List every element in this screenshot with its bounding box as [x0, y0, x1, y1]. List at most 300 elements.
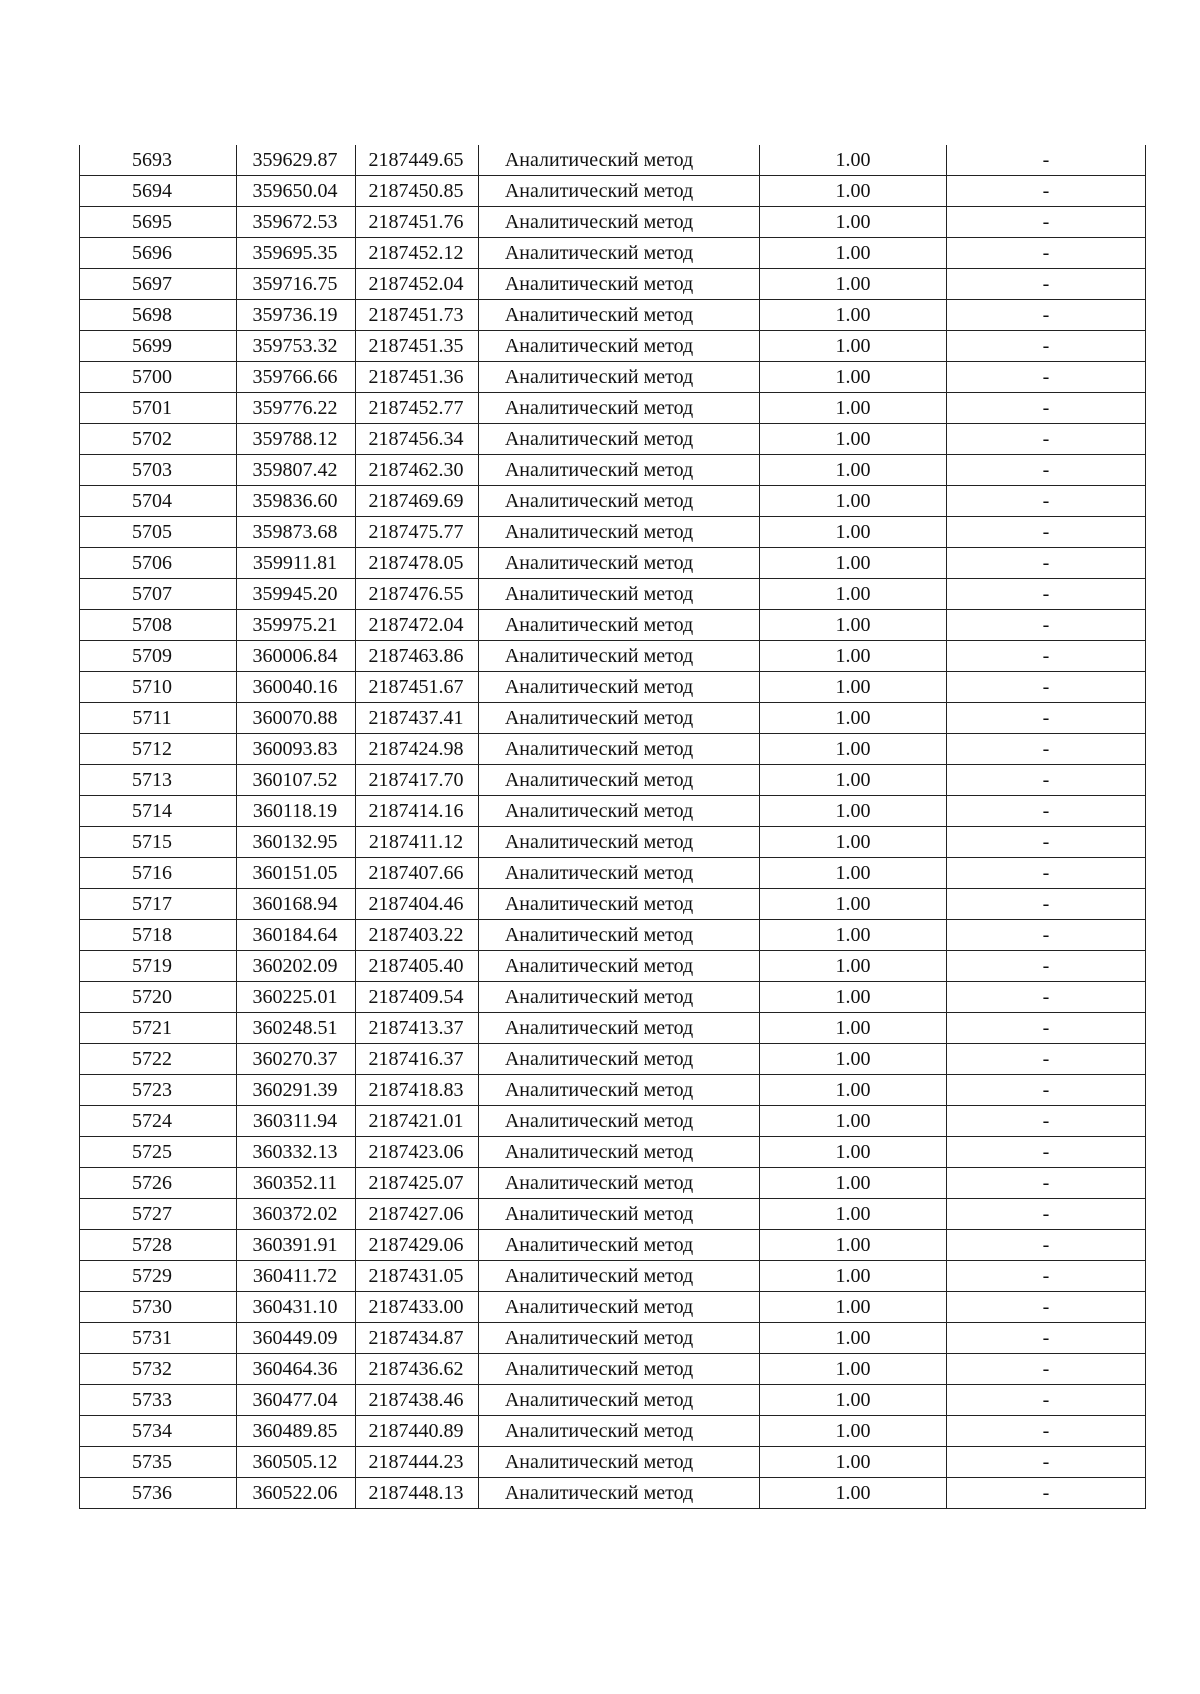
table-row	[80, 579, 1146, 610]
y-coordinate-cell: 2187411.12	[356, 827, 479, 858]
note-cell: -	[947, 672, 1146, 703]
x-coordinate-cell: 359672.53	[237, 207, 356, 238]
table-row	[80, 331, 1146, 362]
table-row	[80, 1013, 1146, 1044]
y-coordinate-cell: 2187405.40	[356, 951, 479, 982]
note-cell: -	[947, 1323, 1146, 1354]
x-coordinate-cell: 360449.09	[237, 1323, 356, 1354]
accuracy-cell: 1.00	[760, 300, 947, 331]
y-coordinate-cell: 2187423.06	[356, 1137, 479, 1168]
x-coordinate-cell: 360464.36	[237, 1354, 356, 1385]
x-coordinate-cell: 360431.10	[237, 1292, 356, 1323]
x-coordinate-cell: 359766.66	[237, 362, 356, 393]
point-number-cell: 5727	[80, 1199, 237, 1230]
note-cell: -	[947, 517, 1146, 548]
table-row	[80, 362, 1146, 393]
y-coordinate-cell: 2187421.01	[356, 1106, 479, 1137]
y-coordinate-cell: 2187417.70	[356, 765, 479, 796]
y-coordinate-cell: 2187472.04	[356, 610, 479, 641]
method-cell: Аналитический метод	[479, 579, 760, 610]
note-cell: -	[947, 362, 1146, 393]
y-coordinate-cell: 2187452.77	[356, 393, 479, 424]
method-cell: Аналитический метод	[479, 362, 760, 393]
table-row	[80, 951, 1146, 982]
coordinates-table-body	[80, 145, 1146, 1509]
method-cell: Аналитический метод	[479, 982, 760, 1013]
point-number-cell: 5729	[80, 1261, 237, 1292]
note-cell: -	[947, 548, 1146, 579]
note-cell: -	[947, 455, 1146, 486]
point-number-cell: 5693	[80, 145, 237, 176]
y-coordinate-cell: 2187475.77	[356, 517, 479, 548]
x-coordinate-cell: 360291.39	[237, 1075, 356, 1106]
accuracy-cell: 1.00	[760, 1447, 947, 1478]
note-cell: -	[947, 920, 1146, 951]
table-row	[80, 1075, 1146, 1106]
note-cell: -	[947, 176, 1146, 207]
table-row	[80, 1323, 1146, 1354]
x-coordinate-cell: 360352.11	[237, 1168, 356, 1199]
note-cell: -	[947, 1075, 1146, 1106]
note-cell: -	[947, 207, 1146, 238]
point-number-cell: 5730	[80, 1292, 237, 1323]
table-row	[80, 703, 1146, 734]
method-cell: Аналитический метод	[479, 486, 760, 517]
y-coordinate-cell: 2187444.23	[356, 1447, 479, 1478]
point-number-cell: 5719	[80, 951, 237, 982]
x-coordinate-cell: 360270.37	[237, 1044, 356, 1075]
method-cell: Аналитический метод	[479, 1261, 760, 1292]
accuracy-cell: 1.00	[760, 920, 947, 951]
x-coordinate-cell: 359975.21	[237, 610, 356, 641]
method-cell: Аналитический метод	[479, 765, 760, 796]
method-cell: Аналитический метод	[479, 548, 760, 579]
x-coordinate-cell: 360107.52	[237, 765, 356, 796]
x-coordinate-cell: 360118.19	[237, 796, 356, 827]
method-cell: Аналитический метод	[479, 703, 760, 734]
y-coordinate-cell: 2187403.22	[356, 920, 479, 951]
table-row	[80, 455, 1146, 486]
note-cell: -	[947, 1044, 1146, 1075]
point-number-cell: 5701	[80, 393, 237, 424]
table-row	[80, 1168, 1146, 1199]
accuracy-cell: 1.00	[760, 1230, 947, 1261]
accuracy-cell: 1.00	[760, 1106, 947, 1137]
y-coordinate-cell: 2187452.12	[356, 238, 479, 269]
accuracy-cell: 1.00	[760, 207, 947, 238]
x-coordinate-cell: 360522.06	[237, 1478, 356, 1509]
method-cell: Аналитический метод	[479, 1354, 760, 1385]
table-row	[80, 1385, 1146, 1416]
x-coordinate-cell: 359836.60	[237, 486, 356, 517]
method-cell: Аналитический метод	[479, 1478, 760, 1509]
note-cell: -	[947, 269, 1146, 300]
table-row	[80, 393, 1146, 424]
method-cell: Аналитический метод	[479, 424, 760, 455]
x-coordinate-cell: 359776.22	[237, 393, 356, 424]
note-cell: -	[947, 145, 1146, 176]
x-coordinate-cell: 360151.05	[237, 858, 356, 889]
x-coordinate-cell: 360311.94	[237, 1106, 356, 1137]
accuracy-cell: 1.00	[760, 1044, 947, 1075]
table-row	[80, 424, 1146, 455]
table-row	[80, 920, 1146, 951]
y-coordinate-cell: 2187413.37	[356, 1013, 479, 1044]
y-coordinate-cell: 2187409.54	[356, 982, 479, 1013]
note-cell: -	[947, 610, 1146, 641]
y-coordinate-cell: 2187463.86	[356, 641, 479, 672]
accuracy-cell: 1.00	[760, 951, 947, 982]
accuracy-cell: 1.00	[760, 145, 947, 176]
note-cell: -	[947, 765, 1146, 796]
accuracy-cell: 1.00	[760, 827, 947, 858]
method-cell: Аналитический метод	[479, 1044, 760, 1075]
method-cell: Аналитический метод	[479, 610, 760, 641]
point-number-cell: 5721	[80, 1013, 237, 1044]
table-row	[80, 548, 1146, 579]
y-coordinate-cell: 2187431.05	[356, 1261, 479, 1292]
y-coordinate-cell: 2187451.67	[356, 672, 479, 703]
x-coordinate-cell: 360040.16	[237, 672, 356, 703]
note-cell: -	[947, 1168, 1146, 1199]
note-cell: -	[947, 1354, 1146, 1385]
accuracy-cell: 1.00	[760, 1261, 947, 1292]
method-cell: Аналитический метод	[479, 1447, 760, 1478]
note-cell: -	[947, 1261, 1146, 1292]
x-coordinate-cell: 359716.75	[237, 269, 356, 300]
accuracy-cell: 1.00	[760, 734, 947, 765]
x-coordinate-cell: 360248.51	[237, 1013, 356, 1044]
table-row	[80, 176, 1146, 207]
y-coordinate-cell: 2187429.06	[356, 1230, 479, 1261]
method-cell: Аналитический метод	[479, 331, 760, 362]
x-coordinate-cell: 360505.12	[237, 1447, 356, 1478]
x-coordinate-cell: 360372.02	[237, 1199, 356, 1230]
table-row	[80, 1478, 1146, 1509]
accuracy-cell: 1.00	[760, 982, 947, 1013]
x-coordinate-cell: 359873.68	[237, 517, 356, 548]
method-cell: Аналитический метод	[479, 1075, 760, 1106]
accuracy-cell: 1.00	[760, 858, 947, 889]
method-cell: Аналитический метод	[479, 1106, 760, 1137]
point-number-cell: 5709	[80, 641, 237, 672]
accuracy-cell: 1.00	[760, 1478, 947, 1509]
note-cell: -	[947, 858, 1146, 889]
y-coordinate-cell: 2187449.65	[356, 145, 479, 176]
accuracy-cell: 1.00	[760, 765, 947, 796]
method-cell: Аналитический метод	[479, 1416, 760, 1447]
accuracy-cell: 1.00	[760, 362, 947, 393]
y-coordinate-cell: 2187452.04	[356, 269, 479, 300]
point-number-cell: 5696	[80, 238, 237, 269]
method-cell: Аналитический метод	[479, 1199, 760, 1230]
accuracy-cell: 1.00	[760, 796, 947, 827]
table-row	[80, 207, 1146, 238]
method-cell: Аналитический метод	[479, 1013, 760, 1044]
point-number-cell: 5712	[80, 734, 237, 765]
note-cell: -	[947, 703, 1146, 734]
x-coordinate-cell: 359650.04	[237, 176, 356, 207]
table-row	[80, 889, 1146, 920]
x-coordinate-cell: 360477.04	[237, 1385, 356, 1416]
point-number-cell: 5713	[80, 765, 237, 796]
y-coordinate-cell: 2187433.00	[356, 1292, 479, 1323]
point-number-cell: 5706	[80, 548, 237, 579]
method-cell: Аналитический метод	[479, 145, 760, 176]
point-number-cell: 5703	[80, 455, 237, 486]
accuracy-cell: 1.00	[760, 1137, 947, 1168]
method-cell: Аналитический метод	[479, 517, 760, 548]
point-number-cell: 5715	[80, 827, 237, 858]
accuracy-cell: 1.00	[760, 1168, 947, 1199]
x-coordinate-cell: 359788.12	[237, 424, 356, 455]
point-number-cell: 5711	[80, 703, 237, 734]
y-coordinate-cell: 2187437.41	[356, 703, 479, 734]
table-row	[80, 1261, 1146, 1292]
point-number-cell: 5698	[80, 300, 237, 331]
note-cell: -	[947, 1478, 1146, 1509]
x-coordinate-cell: 359629.87	[237, 145, 356, 176]
accuracy-cell: 1.00	[760, 1199, 947, 1230]
x-coordinate-cell: 360225.01	[237, 982, 356, 1013]
accuracy-cell: 1.00	[760, 1292, 947, 1323]
method-cell: Аналитический метод	[479, 176, 760, 207]
table-row	[80, 641, 1146, 672]
point-number-cell: 5722	[80, 1044, 237, 1075]
point-number-cell: 5716	[80, 858, 237, 889]
method-cell: Аналитический метод	[479, 1292, 760, 1323]
note-cell: -	[947, 424, 1146, 455]
note-cell: -	[947, 1106, 1146, 1137]
y-coordinate-cell: 2187404.46	[356, 889, 479, 920]
note-cell: -	[947, 1013, 1146, 1044]
note-cell: -	[947, 393, 1146, 424]
x-coordinate-cell: 360168.94	[237, 889, 356, 920]
accuracy-cell: 1.00	[760, 1416, 947, 1447]
y-coordinate-cell: 2187436.62	[356, 1354, 479, 1385]
point-number-cell: 5718	[80, 920, 237, 951]
x-coordinate-cell: 360332.13	[237, 1137, 356, 1168]
y-coordinate-cell: 2187427.06	[356, 1199, 479, 1230]
y-coordinate-cell: 2187462.30	[356, 455, 479, 486]
point-number-cell: 5725	[80, 1137, 237, 1168]
note-cell: -	[947, 579, 1146, 610]
accuracy-cell: 1.00	[760, 641, 947, 672]
accuracy-cell: 1.00	[760, 331, 947, 362]
method-cell: Аналитический метод	[479, 269, 760, 300]
x-coordinate-cell: 359911.81	[237, 548, 356, 579]
y-coordinate-cell: 2187456.34	[356, 424, 479, 455]
accuracy-cell: 1.00	[760, 1385, 947, 1416]
point-number-cell: 5699	[80, 331, 237, 362]
table-row	[80, 1292, 1146, 1323]
y-coordinate-cell: 2187434.87	[356, 1323, 479, 1354]
x-coordinate-cell: 360489.85	[237, 1416, 356, 1447]
method-cell: Аналитический метод	[479, 1168, 760, 1199]
y-coordinate-cell: 2187451.36	[356, 362, 479, 393]
x-coordinate-cell: 360070.88	[237, 703, 356, 734]
accuracy-cell: 1.00	[760, 238, 947, 269]
point-number-cell: 5736	[80, 1478, 237, 1509]
point-number-cell: 5717	[80, 889, 237, 920]
point-number-cell: 5734	[80, 1416, 237, 1447]
table-row	[80, 1447, 1146, 1478]
table-row	[80, 300, 1146, 331]
note-cell: -	[947, 982, 1146, 1013]
table-row	[80, 796, 1146, 827]
table-row	[80, 1230, 1146, 1261]
accuracy-cell: 1.00	[760, 424, 947, 455]
accuracy-cell: 1.00	[760, 455, 947, 486]
method-cell: Аналитический метод	[479, 951, 760, 982]
method-cell: Аналитический метод	[479, 641, 760, 672]
note-cell: -	[947, 641, 1146, 672]
table-row	[80, 1137, 1146, 1168]
accuracy-cell: 1.00	[760, 1075, 947, 1106]
y-coordinate-cell: 2187438.46	[356, 1385, 479, 1416]
method-cell: Аналитический метод	[479, 1230, 760, 1261]
x-coordinate-cell: 359736.19	[237, 300, 356, 331]
point-number-cell: 5735	[80, 1447, 237, 1478]
accuracy-cell: 1.00	[760, 269, 947, 300]
point-number-cell: 5702	[80, 424, 237, 455]
method-cell: Аналитический метод	[479, 207, 760, 238]
accuracy-cell: 1.00	[760, 548, 947, 579]
note-cell: -	[947, 1199, 1146, 1230]
accuracy-cell: 1.00	[760, 610, 947, 641]
point-number-cell: 5704	[80, 486, 237, 517]
y-coordinate-cell: 2187440.89	[356, 1416, 479, 1447]
point-number-cell: 5733	[80, 1385, 237, 1416]
point-number-cell: 5697	[80, 269, 237, 300]
point-number-cell: 5731	[80, 1323, 237, 1354]
accuracy-cell: 1.00	[760, 517, 947, 548]
point-number-cell: 5694	[80, 176, 237, 207]
accuracy-cell: 1.00	[760, 889, 947, 920]
note-cell: -	[947, 1230, 1146, 1261]
x-coordinate-cell: 359695.35	[237, 238, 356, 269]
x-coordinate-cell: 359753.32	[237, 331, 356, 362]
method-cell: Аналитический метод	[479, 920, 760, 951]
x-coordinate-cell: 360184.64	[237, 920, 356, 951]
point-number-cell: 5707	[80, 579, 237, 610]
point-number-cell: 5705	[80, 517, 237, 548]
y-coordinate-cell: 2187424.98	[356, 734, 479, 765]
accuracy-cell: 1.00	[760, 1013, 947, 1044]
method-cell: Аналитический метод	[479, 300, 760, 331]
table-row	[80, 269, 1146, 300]
note-cell: -	[947, 300, 1146, 331]
accuracy-cell: 1.00	[760, 393, 947, 424]
x-coordinate-cell: 360132.95	[237, 827, 356, 858]
y-coordinate-cell: 2187476.55	[356, 579, 479, 610]
point-number-cell: 5710	[80, 672, 237, 703]
table-row	[80, 734, 1146, 765]
table-row	[80, 982, 1146, 1013]
accuracy-cell: 1.00	[760, 672, 947, 703]
table-row	[80, 486, 1146, 517]
accuracy-cell: 1.00	[760, 579, 947, 610]
note-cell: -	[947, 486, 1146, 517]
note-cell: -	[947, 1447, 1146, 1478]
accuracy-cell: 1.00	[760, 486, 947, 517]
y-coordinate-cell: 2187418.83	[356, 1075, 479, 1106]
x-coordinate-cell: 359807.42	[237, 455, 356, 486]
table-row	[80, 517, 1146, 548]
point-number-cell: 5723	[80, 1075, 237, 1106]
table-row	[80, 1106, 1146, 1137]
y-coordinate-cell: 2187425.07	[356, 1168, 479, 1199]
table-row	[80, 238, 1146, 269]
point-number-cell: 5728	[80, 1230, 237, 1261]
method-cell: Аналитический метод	[479, 1323, 760, 1354]
table-row	[80, 610, 1146, 641]
y-coordinate-cell: 2187450.85	[356, 176, 479, 207]
accuracy-cell: 1.00	[760, 1323, 947, 1354]
method-cell: Аналитический метод	[479, 393, 760, 424]
point-number-cell: 5700	[80, 362, 237, 393]
x-coordinate-cell: 360411.72	[237, 1261, 356, 1292]
table-row	[80, 1044, 1146, 1075]
note-cell: -	[947, 796, 1146, 827]
table-row	[80, 1354, 1146, 1385]
method-cell: Аналитический метод	[479, 238, 760, 269]
table-row	[80, 858, 1146, 889]
table-row	[80, 145, 1146, 176]
point-number-cell: 5720	[80, 982, 237, 1013]
table-row	[80, 1199, 1146, 1230]
note-cell: -	[947, 331, 1146, 362]
x-coordinate-cell: 360006.84	[237, 641, 356, 672]
y-coordinate-cell: 2187407.66	[356, 858, 479, 889]
y-coordinate-cell: 2187414.16	[356, 796, 479, 827]
y-coordinate-cell: 2187416.37	[356, 1044, 479, 1075]
method-cell: Аналитический метод	[479, 796, 760, 827]
note-cell: -	[947, 951, 1146, 982]
note-cell: -	[947, 827, 1146, 858]
method-cell: Аналитический метод	[479, 1385, 760, 1416]
x-coordinate-cell: 359945.20	[237, 579, 356, 610]
y-coordinate-cell: 2187478.05	[356, 548, 479, 579]
note-cell: -	[947, 238, 1146, 269]
point-number-cell: 5726	[80, 1168, 237, 1199]
method-cell: Аналитический метод	[479, 889, 760, 920]
point-number-cell: 5714	[80, 796, 237, 827]
method-cell: Аналитический метод	[479, 672, 760, 703]
accuracy-cell: 1.00	[760, 176, 947, 207]
x-coordinate-cell: 360391.91	[237, 1230, 356, 1261]
method-cell: Аналитический метод	[479, 827, 760, 858]
method-cell: Аналитический метод	[479, 858, 760, 889]
y-coordinate-cell: 2187469.69	[356, 486, 479, 517]
table-row	[80, 1416, 1146, 1447]
method-cell: Аналитический метод	[479, 455, 760, 486]
coordinates-table	[79, 145, 1146, 1509]
y-coordinate-cell: 2187451.35	[356, 331, 479, 362]
note-cell: -	[947, 1137, 1146, 1168]
point-number-cell: 5695	[80, 207, 237, 238]
x-coordinate-cell: 360202.09	[237, 951, 356, 982]
note-cell: -	[947, 1385, 1146, 1416]
y-coordinate-cell: 2187448.13	[356, 1478, 479, 1509]
accuracy-cell: 1.00	[760, 1354, 947, 1385]
note-cell: -	[947, 1292, 1146, 1323]
accuracy-cell: 1.00	[760, 703, 947, 734]
point-number-cell: 5732	[80, 1354, 237, 1385]
y-coordinate-cell: 2187451.76	[356, 207, 479, 238]
method-cell: Аналитический метод	[479, 734, 760, 765]
table-row	[80, 672, 1146, 703]
